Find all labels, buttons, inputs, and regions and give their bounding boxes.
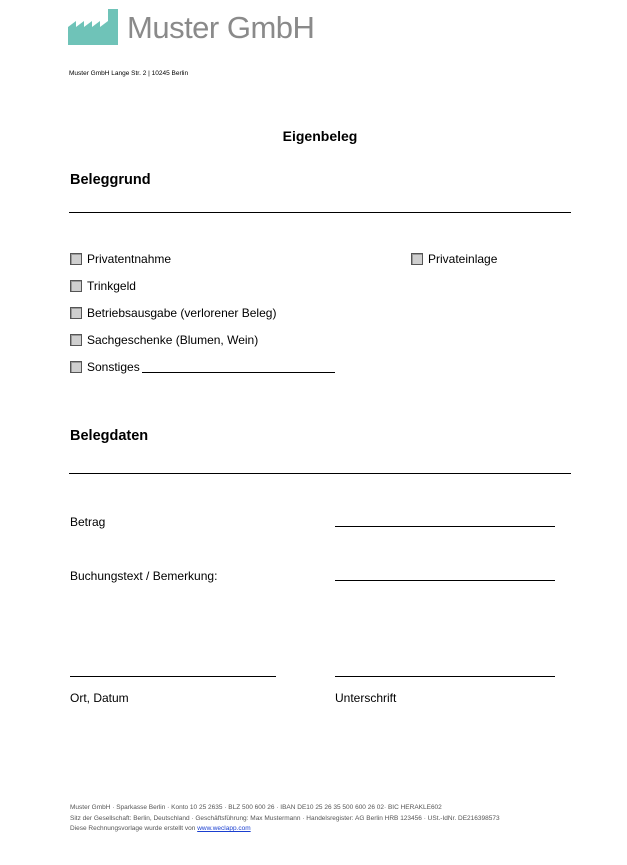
footer-bank-line: Muster GmbH · Sparkasse Berlin · Konto 10 25 2635 · BLZ 500 600 26 · IBAN DE10 25 26 35 500 600 26 02· BIC HERAKLE602 [70, 804, 442, 811]
footer-credit-line [70, 824, 500, 835]
checkbox[interactable] [70, 253, 82, 265]
amount-fill-line[interactable] [335, 526, 555, 527]
belegdaten-divider [69, 473, 571, 474]
option-privateinlage[interactable] [411, 252, 497, 266]
beleggrund-divider [69, 212, 571, 213]
option-trinkgeld[interactable] [70, 279, 136, 293]
sender-address-line: Muster GmbH Lange Str. 2 | 10245 Berlin [69, 70, 189, 77]
checkbox[interactable] [70, 280, 82, 292]
option-betriebsausgabe[interactable] [70, 306, 276, 320]
amount-label: Betrag [70, 515, 106, 529]
option-label: Betriebsausgabe (verlorener Beleg) [87, 306, 277, 320]
option-sonstiges[interactable] [70, 360, 335, 374]
option-privatentnahme[interactable] [70, 252, 171, 266]
belegdaten-heading: Belegdaten [70, 428, 149, 444]
place-date-fill-line[interactable] [70, 676, 276, 677]
company-logo-icon [68, 7, 120, 50]
option-label: Trinkgeld [87, 279, 136, 293]
footer-credit-link[interactable]: www.weclapp.com [197, 825, 251, 832]
beleggrund-heading: Beleggrund [70, 172, 151, 188]
footer-company-line: Sitz der Gesellschaft: Berlin, Deutschland · Geschäftsführung: Max Mustermann · Handelsregister: AG Berlin HRB 123456 · USt.-IdNr. DE216398573 [70, 814, 500, 822]
option-sachgeschenke[interactable] [70, 333, 258, 347]
booking-text-label: Buchungstext / Bemerkung: [70, 569, 218, 583]
signature-fill-line[interactable] [335, 676, 555, 677]
option-label: Privatentnahme [87, 252, 172, 266]
company-name: Muster GmbH [127, 10, 315, 45]
place-date-label: Ort, Datum [70, 691, 129, 705]
signature-label: Unterschrift [335, 691, 397, 705]
document-title: Eigenbeleg [282, 128, 358, 144]
option-label: Sachgeschenke (Blumen, Wein) [87, 333, 259, 347]
checkbox[interactable] [70, 307, 82, 319]
checkbox[interactable] [411, 253, 423, 265]
option-label: Privateinlage [428, 252, 498, 266]
footer-credit-text: Diese Rechnungsvorlage wurde erstellt von [70, 825, 198, 832]
booking-text-fill-line[interactable] [335, 580, 555, 581]
option-label: Sonstiges [87, 360, 140, 374]
footer [70, 803, 500, 835]
checkbox[interactable] [70, 334, 82, 346]
checkbox[interactable] [70, 361, 82, 373]
sonstiges-fill-line[interactable] [142, 372, 335, 373]
